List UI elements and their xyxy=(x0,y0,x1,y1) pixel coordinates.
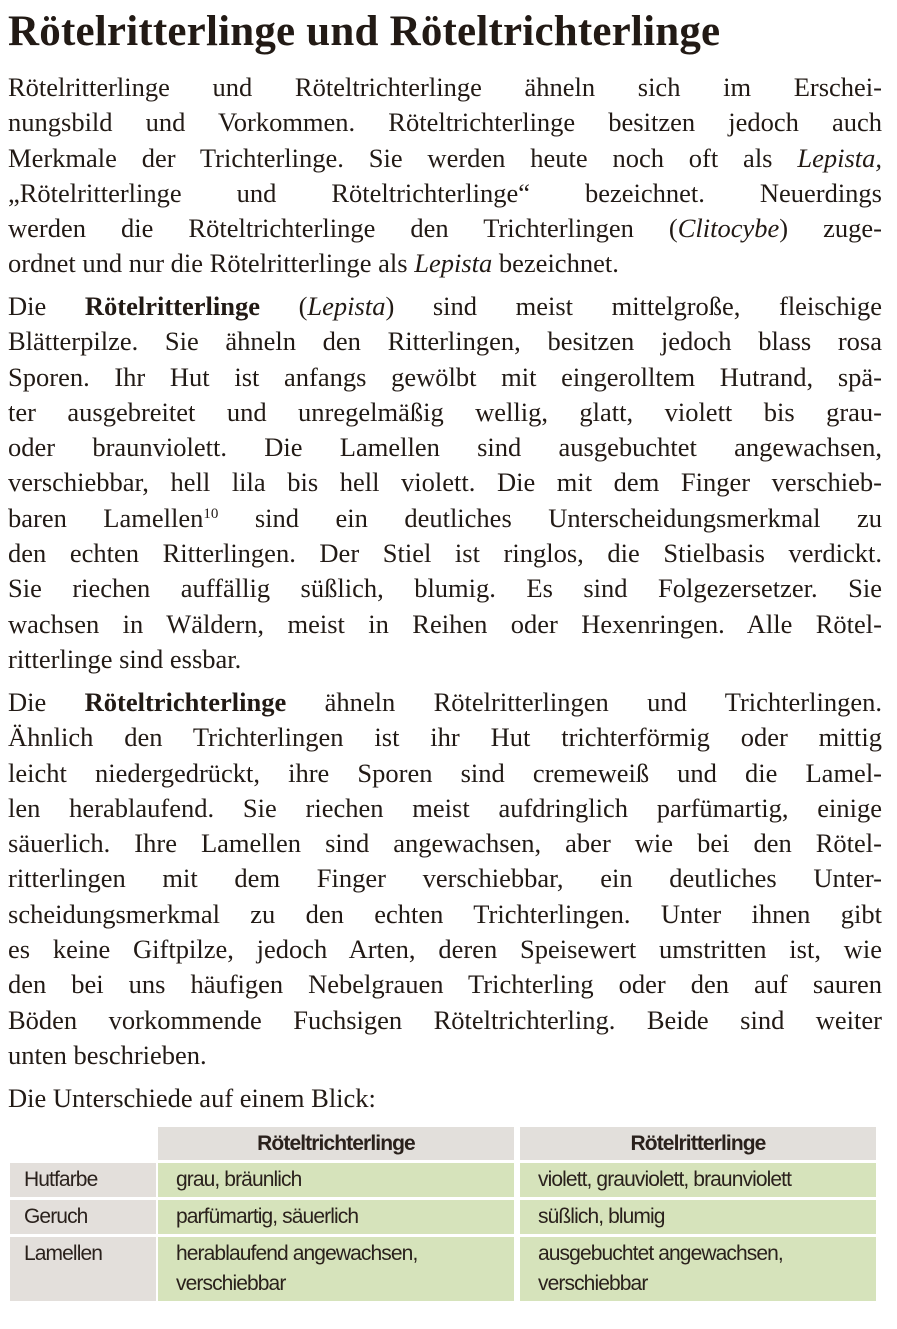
text-segment: Die xyxy=(8,687,85,717)
text-segment: den bei uns häufigen Nebelgrauen Trichterling oder den auf sauren xyxy=(8,969,882,1000)
text-line xyxy=(8,176,882,211)
text-line xyxy=(8,897,882,932)
text-segment: bezeichnet. xyxy=(492,248,619,279)
text-line xyxy=(8,70,882,105)
text-line xyxy=(8,826,882,861)
comparison-table xyxy=(10,1127,876,1304)
table-header-row xyxy=(10,1127,876,1160)
text-segment: ter ausgebreitet und unregelmäßig wellig, glatt, violett bis grau- xyxy=(8,396,882,427)
bold-term: Rötelritterlinge xyxy=(84,291,260,321)
footnote-marker: 10 xyxy=(203,505,219,522)
intro-paragraph xyxy=(8,70,882,282)
text-segment: ähneln Rötelritterlingen und Trichterlingen. xyxy=(286,687,882,717)
table-cell: parfümartig, säuerlich xyxy=(158,1200,514,1234)
text-segment: ) zuge- xyxy=(779,213,882,244)
row-label: Lamellen xyxy=(10,1237,156,1301)
text-line xyxy=(8,756,882,791)
table-cell: violett, grauviolett, braunviolett xyxy=(520,1163,876,1197)
italic-term: Lepista xyxy=(307,291,386,321)
text-segment: „Rötelritterlinge und Röteltrichterlinge“ bezeichnet. Neuerdings xyxy=(8,177,882,208)
text-segment: säuerlich. Ihre Lamellen sind angewachsen, aber wie bei den Rötel- xyxy=(8,828,882,859)
text-line xyxy=(8,211,882,246)
summary-label: Die Unterschiede auf einem Blick: xyxy=(8,1083,376,1113)
row-label: Hutfarbe xyxy=(10,1163,156,1197)
text-line xyxy=(8,536,882,571)
row-label: Geruch xyxy=(10,1200,156,1234)
text-segment: ( xyxy=(259,291,308,321)
header-empty-cell xyxy=(10,1127,156,1160)
roetelritterlinge-paragraph xyxy=(8,289,882,677)
text-segment: werden die Röteltrichterlinge den Trichterlingen ( xyxy=(8,213,678,244)
text-line xyxy=(8,1038,882,1073)
text-segment: ) sind meist mittelgroße, fleischige xyxy=(385,291,883,321)
text-line xyxy=(8,465,882,500)
text-line xyxy=(8,642,882,677)
text-line xyxy=(8,395,882,430)
text-line xyxy=(8,571,882,606)
text-line xyxy=(8,861,882,896)
text-line xyxy=(8,932,882,967)
bold-term: Röteltrichterlinge xyxy=(84,687,287,717)
text-segment: ordnet und nur die Rötelritterlinge als xyxy=(8,248,415,279)
text-line xyxy=(8,720,882,755)
text-line xyxy=(8,967,882,1002)
text-segment: oder braunviolett. Die Lamellen sind ausgebuchtet angewachsen, xyxy=(8,432,882,463)
text-line xyxy=(8,141,882,176)
table-row xyxy=(10,1200,876,1234)
text-segment: es keine Giftpilze, jedoch Arten, deren Speisewert umstritten ist, wie xyxy=(8,934,882,965)
text-segment: nungsbild und Vorkommen. Röteltrichterlinge besitzen jedoch auch xyxy=(8,107,882,138)
header-roeteltrichterlinge: Röteltrichterlinge xyxy=(158,1127,514,1160)
text-line xyxy=(8,1003,882,1038)
table-row xyxy=(10,1163,876,1197)
text-segment: unten beschrieben. xyxy=(8,1039,207,1070)
text-segment: Böden vorkommende Fuchsigen Röteltrichterling. Beide sind weiter xyxy=(8,1004,882,1035)
italic-term: Lepista, xyxy=(797,142,882,173)
text-segment: den echten Ritterlingen. Der Stiel ist ringlos, die Stielbasis verdickt. xyxy=(8,538,882,569)
text-segment: Sie riechen auffällig süßlich, blumig. Es sind Folgezersetzer. Sie xyxy=(8,573,882,604)
text-segment: leicht niedergedrückt, ihre Sporen sind cremeweiß und die Lamel- xyxy=(8,757,882,788)
text-segment: Sporen. Ihr Hut ist anfangs gewölbt mit eingerolltem Hutrand, spä- xyxy=(8,361,882,392)
text-line xyxy=(8,430,882,465)
italic-term: Clitocybe xyxy=(677,213,780,244)
table-cell: herablaufend angewachsen, verschiebbar xyxy=(158,1237,514,1301)
text-segment: sind ein deutliches Unterscheidungsmerkmal zu xyxy=(218,502,882,533)
text-line xyxy=(8,289,882,324)
text-line xyxy=(8,360,882,395)
text-line xyxy=(8,607,882,642)
text-segment: verschiebbar, hell lila bis hell violett. Die mit dem Finger verschieb- xyxy=(8,467,882,498)
text-segment: len herablaufend. Sie riechen meist aufdringlich parfümartig, einige xyxy=(8,792,882,823)
italic-term: Lepista xyxy=(414,248,493,279)
text-segment: Rötelritterlinge und Röteltrichterlinge ähneln sich im Erschei- xyxy=(8,72,882,102)
text-line xyxy=(8,324,882,359)
table-row xyxy=(10,1237,876,1301)
text-segment: Die xyxy=(8,291,85,321)
text-segment: baren Lamellen xyxy=(8,502,204,533)
page-title: Rötelritterlinge und Röteltrichterlinge xyxy=(8,8,721,55)
text-line xyxy=(8,105,882,140)
text-segment: Ähnlich den Trichterlingen ist ihr Hut trichterförmig oder mittig xyxy=(8,722,882,753)
text-segment: wachsen in Wäldern, meist in Reihen oder Hexenringen. Alle Rötel- xyxy=(8,608,882,639)
table-cell: ausgebuchtet angewachsen, verschiebbar xyxy=(520,1237,876,1301)
text-segment: ritterlinge sind essbar. xyxy=(8,643,242,674)
roeteltrichterlinge-paragraph xyxy=(8,685,882,1073)
text-segment: ritterlingen mit dem Finger verschiebbar, ein deutliches Unter- xyxy=(8,863,882,894)
text-segment: Merkmale der Trichterlinge. Sie werden heute noch oft als xyxy=(8,142,798,173)
header-roetelritterlinge: Rötelritterlinge xyxy=(520,1127,876,1160)
text-line xyxy=(8,791,882,826)
text-line xyxy=(8,685,882,720)
table-cell: süßlich, blumig xyxy=(520,1200,876,1234)
text-segment: Blätterpilze. Sie ähneln den Ritterlingen, besitzen jedoch blass rosa xyxy=(8,326,882,357)
text-line xyxy=(8,246,882,281)
table-cell: grau, bräunlich xyxy=(158,1163,514,1197)
text-segment: scheidungsmerkmal zu den echten Trichterlingen. Unter ihnen gibt xyxy=(8,898,882,929)
text-line xyxy=(8,501,882,536)
